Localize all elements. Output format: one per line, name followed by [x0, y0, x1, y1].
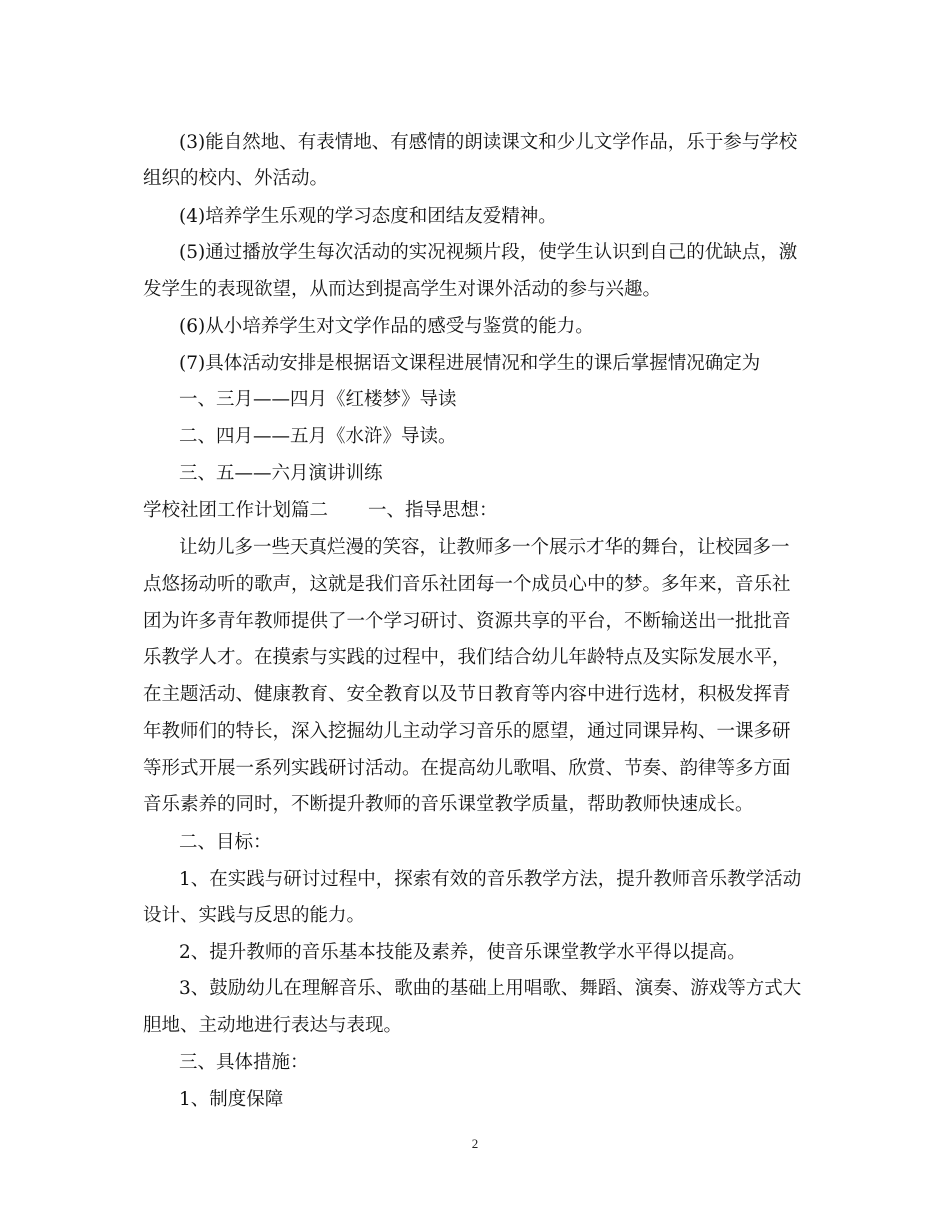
text-line: 点悠扬动听的歌声，这就是我们音乐社团每一个成员心中的梦。多年来，音乐社: [143, 574, 791, 595]
subsection-heading: 一、指导思想：: [368, 500, 498, 521]
text-line: 一、三月——四月《红楼梦》导读: [179, 389, 457, 410]
text-line: 胆地、主动地进行表达与表现。: [143, 1015, 403, 1036]
text-line: 在主题活动、健康教育、安全教育以及节日教育等内容中进行选材，积极发挥青: [143, 684, 791, 705]
text-line: 发学生的表现欲望，从而达到提高学生对课外活动的参与兴趣。: [143, 279, 662, 300]
text-line: 让幼儿多一些天真烂漫的笑容，让教师多一个展示才华的舞台，让校园多一: [179, 537, 790, 558]
text-line: (3)能自然地、有表情地、有感情的朗读课文和少儿文学作品，乐于参与学校: [179, 132, 798, 153]
text-line: (6)从小培养学生对文学作品的感受与鉴赏的能力。: [179, 316, 594, 337]
text-line: 2、提升教师的音乐基本技能及素养，使音乐课堂教学水平得以提高。: [179, 942, 746, 963]
text-line: 二、四月——五月《水浒》导读。: [179, 426, 457, 447]
text-line: 乐教学人才。在摸索与实践的过程中，我们结合幼儿年龄特点及实际发展水平，: [143, 647, 791, 668]
text-line: 组织的校内、外活动。: [143, 168, 329, 189]
text-line: 音乐素养的同时，不断提升教师的音乐课堂教学质量，帮助教师快速成长。: [143, 794, 754, 815]
text-line: 三、具体措施：: [179, 1052, 309, 1073]
text-line: 3、鼓励幼儿在理解音乐、歌曲的基础上用唱歌、舞蹈、演奏、游戏等方式大: [179, 978, 802, 999]
text-line: 等形式开展一系列实践研讨活动。在提高幼儿歌唱、欣赏、节奏、韵律等多方面: [143, 758, 791, 779]
text-line: 团为许多青年教师提供了一个学习研讨、资源共享的平台，不断输送出一批批音: [143, 611, 791, 632]
text-line: (4)培养学生乐观的学习态度和团结友爱精神。: [179, 206, 557, 227]
text-line: 三、五——六月演讲训练: [179, 463, 383, 484]
text-line: 1、在实践与研讨过程中，探索有效的音乐教学方法，提升教师音乐教学活动: [179, 869, 802, 890]
text-line: 设计、实践与反思的能力。: [143, 905, 366, 926]
text-line: (5)通过播放学生每次活动的实况视频片段，使学生认识到自己的优缺点，激: [179, 242, 798, 263]
section-heading-line: [143, 498, 808, 524]
page-number: 2: [471, 1136, 479, 1151]
text-line: (7)具体活动安排是根据语文课程进展情况和学生的课后掌握情况确定为: [179, 353, 761, 374]
section-title: 学校社团工作计划篇二: [143, 500, 329, 521]
text-line: 二、目标：: [179, 832, 272, 853]
text-line: 年教师们的特长，深入挖掘幼儿主动学习音乐的愿望，通过同课异构、一课多研: [143, 721, 791, 742]
text-line: 1、制度保障: [179, 1089, 284, 1110]
